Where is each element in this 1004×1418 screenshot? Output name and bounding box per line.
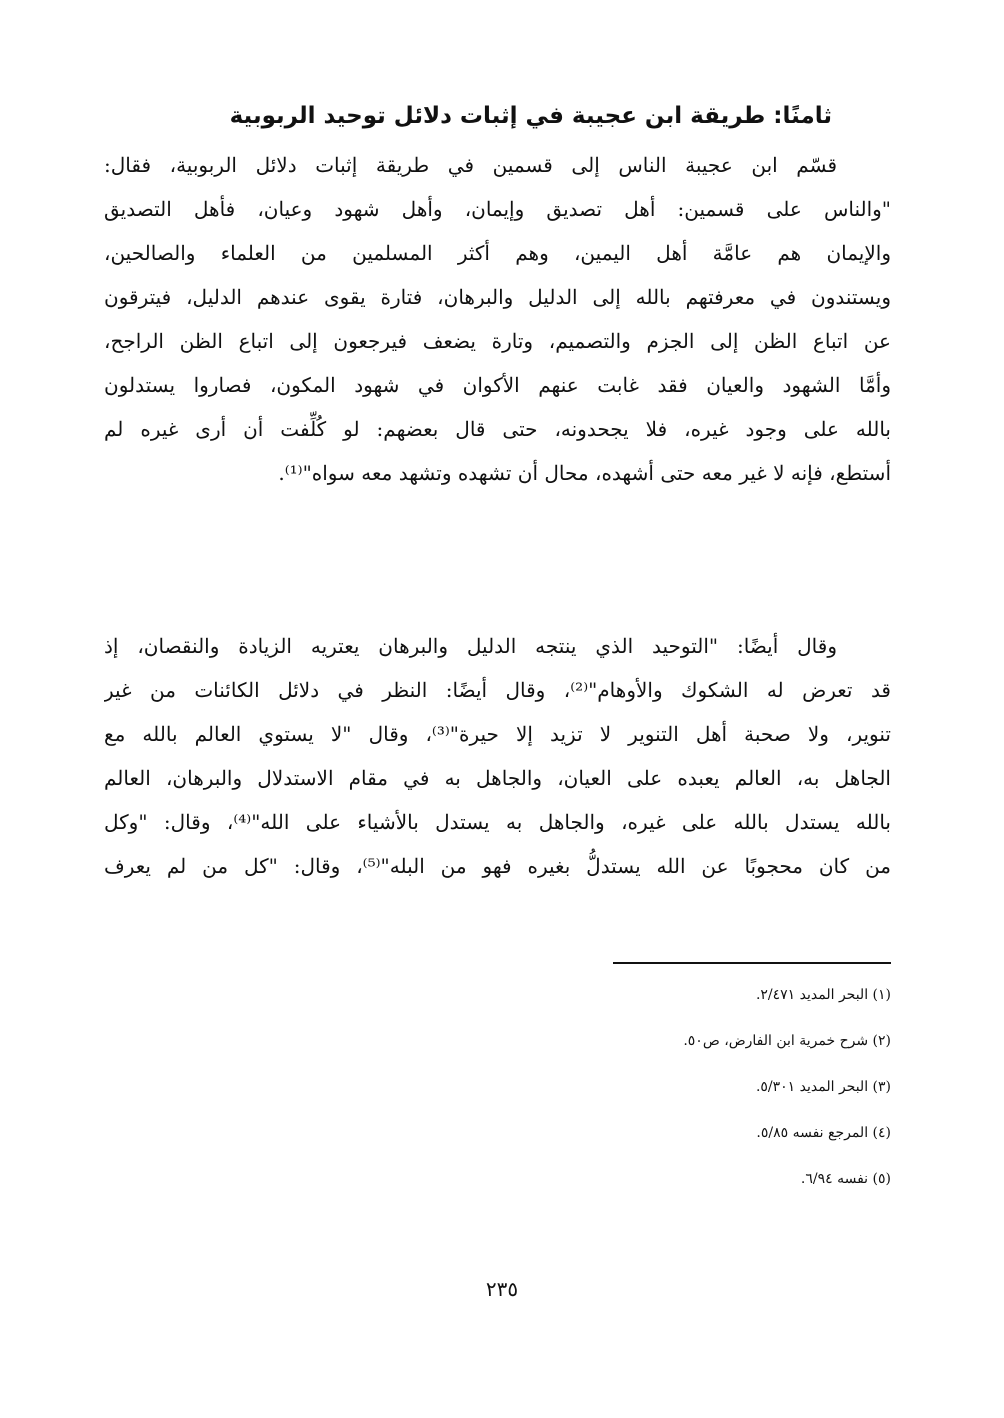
paragraph-line: "والناس على قسمين: أهل تصديق وإيمان، وأهل شهود وعيان، فأهل التصديق (104, 197, 891, 221)
paragraph-line: بالله على وجود غيره، فلا يجحدونه، حتى قال بعضهم: لو كُلِّفت أن أرى غيره لم (104, 417, 891, 441)
paragraph-line: الجاهل به، العالم يعبده على العيان، والجاهل به في مقام الاستدلال والبرهان، العالم (104, 766, 891, 790)
paragraph-2 (104, 624, 891, 888)
paragraph-1 (104, 143, 891, 495)
paragraph-line: قسّم ابن عجيبة الناس إلى قسمين في طريقة إثبات دلائل الربوبية، فقال: (104, 153, 837, 177)
paragraph-line: أستطع، فإنه لا غير معه حتى أشهده، محال أن تشهده وتشهد معه سواه"⁽¹⁾. (278, 461, 891, 485)
footnote-separator (613, 962, 891, 964)
paragraph-line: ويستندون في معرفتهم بالله إلى الدليل والبرهان، فتارة يقوى عندهم الدليل، فيترقون (104, 285, 891, 309)
footnotes (300, 980, 891, 1210)
paragraph-line: عن اتباع الظن إلى الجزم والتصميم، وتارة يضعف فيرجعون إلى اتباع الظن الراجح، (104, 329, 891, 353)
paragraph-line: تنوير، ولا صحبة أهل التنوير لا تزيد إلا حيرة"⁽³⁾، وقال "لا يستوي العالم بالله مع (104, 722, 891, 746)
paragraph-line: والإيمان هم عامَّة أهل اليمين، وهم أكثر المسلمين من العلماء والصالحين، (104, 241, 891, 265)
paragraph-line: قد تعرض له الشكوك والأوهام"⁽²⁾، وقال أيضًا: النظر في دلائل الكائنات من غير (104, 678, 891, 702)
section-heading: ثامنًا: طريقة ابن عجيبة في إثبات دلائل توحيد الربوبية (229, 103, 832, 129)
paragraph-line: بالله يستدل بالله على غيره، والجاهل به يستدل بالأشياء على الله"⁽⁴⁾، وقال: "وكل (104, 810, 891, 834)
footnote: (٣) البحر المديد ٥/٣٠١. (755, 1079, 891, 1095)
footnote: (١) البحر المديد ٢/٤٧١. (755, 987, 891, 1003)
footnote: (٢) شرح خمرية ابن الفارض، ص٥٠. (683, 1033, 891, 1049)
page-number: ٢٣٥ (485, 1277, 519, 1301)
paragraph-line: وقال أيضًا: "التوحيد الذي ينتجه الدليل والبرهان يعتريه الزيادة والنقصان، إذ (104, 634, 837, 658)
paragraph-line: من كان محجوبًا عن الله يستدلُّ بغيره فهو من البله"⁽⁵⁾، وقال: "كل من لم يعرف (104, 854, 891, 878)
footnote: (٥) نفسه ٦/٩٤. (800, 1171, 891, 1187)
footnote: (٤) المرجع نفسه ٥/٨٥. (756, 1125, 891, 1141)
paragraph-line: وأمَّا الشهود والعيان فقد غابت عنهم الأكوان في شهود المكون، فصاروا يستدلون (104, 373, 891, 397)
